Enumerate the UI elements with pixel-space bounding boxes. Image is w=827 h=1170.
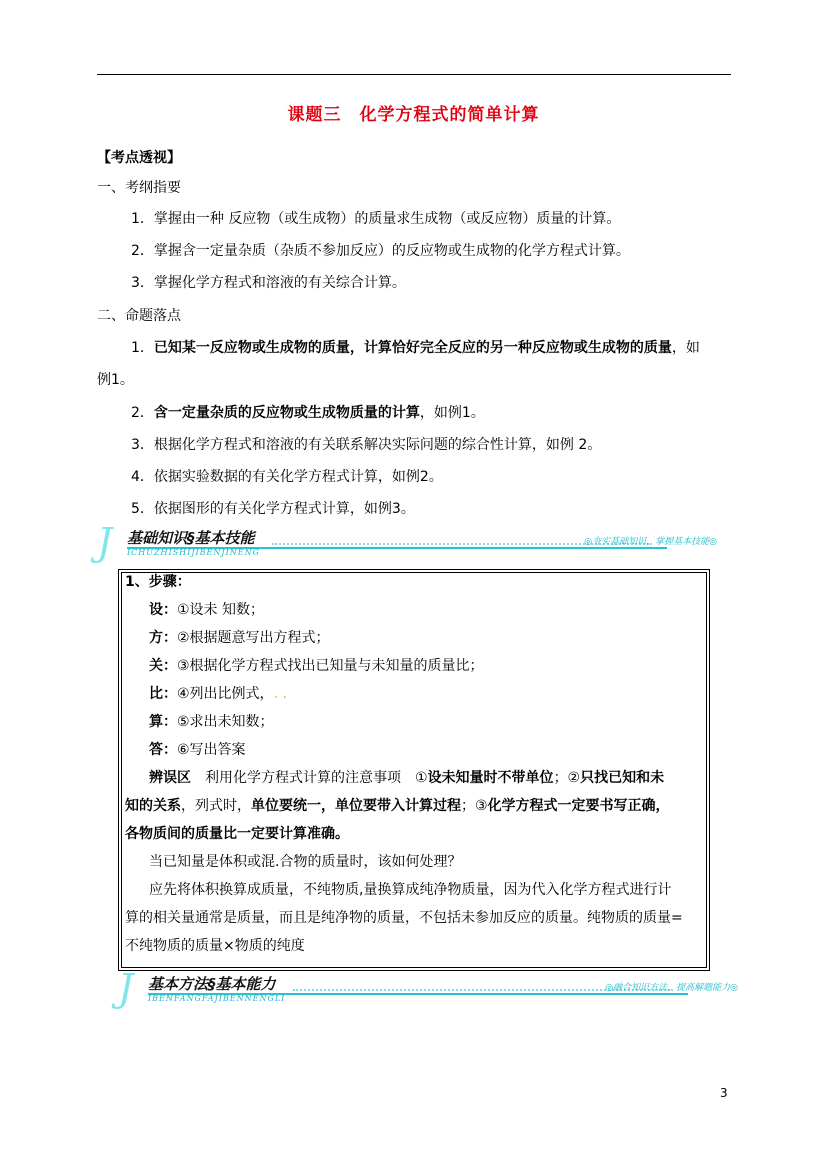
section1-heading: 一、考纲指要 [97,180,181,196]
banner-title: 基础知识§基本技能 [127,529,255,547]
section2-item-5: 5．依据图形的有关化学方程式计算，如例3。 [131,501,415,517]
note-line-3: 各物质间的质量比一定要计算准确。 [125,826,349,842]
section-header: 【考点透视】 [97,150,181,166]
banner-tagline: ◎夯实基础知识，掌握基本技能◎ [584,537,717,547]
page-number: 3 [720,1086,728,1100]
banner-basic-methods [118,966,738,1010]
step-3: 关：③根据化学方程式找出已知量与未知量的质量比； [149,658,484,674]
section2-item-1: 1．已知某一反应物或生成物的质量，计算恰好完全反应的另一种反应物或生成物的质量，如 [131,340,700,356]
question-line: 当已知量是体积或混.合物的质量时，该如何处理？ [149,854,462,870]
banner-subtitle: IBENFANGFAJIBENNENGLI [148,994,286,1003]
banner-title: 基本方法§基本能力 [148,975,276,993]
section1-item-1: 1．掌握由一种 反应物（或生成物）的质量求生成物（或反应物）质量的计算。 [131,211,621,227]
banner-subtitle: ICHUZHISHIJIBENJINENG [127,548,260,557]
section2-item-3: 3．根据化学方程式和溶液的有关联系解决实际问题的综合性计算，如例 2。 [131,437,602,453]
banner-letter-j: J [97,520,113,564]
section2-item-2: 2．含一定量杂质的反应物或生成物质量的计算，如例1。 [131,405,485,421]
banner-letter-j: J [118,966,134,1010]
steps-box [118,569,710,971]
answer-line-2: 算的相关量通常是质量，而且是纯净物的质量，不包括未参加反应的质量。纯物质的质量= [125,910,683,926]
answer-line-3: 不纯物质的质量×物质的纯度 [125,938,305,954]
step-6: 答：⑥写出答案 [149,742,246,758]
step-5: 算：⑤求出未知数； [149,714,274,730]
banner-tagline: ◎融合知识方法，提高解题能力◎ [605,983,738,993]
banner-basic-knowledge [97,520,717,564]
box-heading: 1、步骤： [125,574,191,590]
note-line-2: 知的关系，列式时，单位要统一，单位要带入计算过程；③化学方程式一定要书写正确， [125,798,670,814]
section1-item-3: 3．掌握化学方程式和溶液的有关综合计算。 [131,275,406,291]
answer-line-1: 应先将体积换算成质量，不纯物质,量换算成纯净物质量，因为代入化学方程式进行计 [149,882,672,898]
step-4: 比：④列出比例式，. . [149,686,287,702]
header-rule [97,74,731,75]
section2-item-1-cont: 例1。 [97,372,134,388]
section2-heading: 二、命题落点 [97,308,181,324]
note-line-1: 辨误区 利用化学方程式计算的注意事项 ①设未知量时不带单位；②只找已知和未 [149,770,665,786]
section1-item-2: 2．掌握含一定量杂质（杂质不参加反应）的反应物或生成物的化学方程式计算。 [131,243,630,259]
page-title: 课题三 化学方程式的简单计算 [287,105,540,125]
section2-item-4: 4．依据实验数据的有关化学方程式计算，如例2。 [131,469,443,485]
step-2: 方：②根据题意写出方程式； [149,630,330,646]
step-1: 设：①设未 知数； [149,602,265,618]
